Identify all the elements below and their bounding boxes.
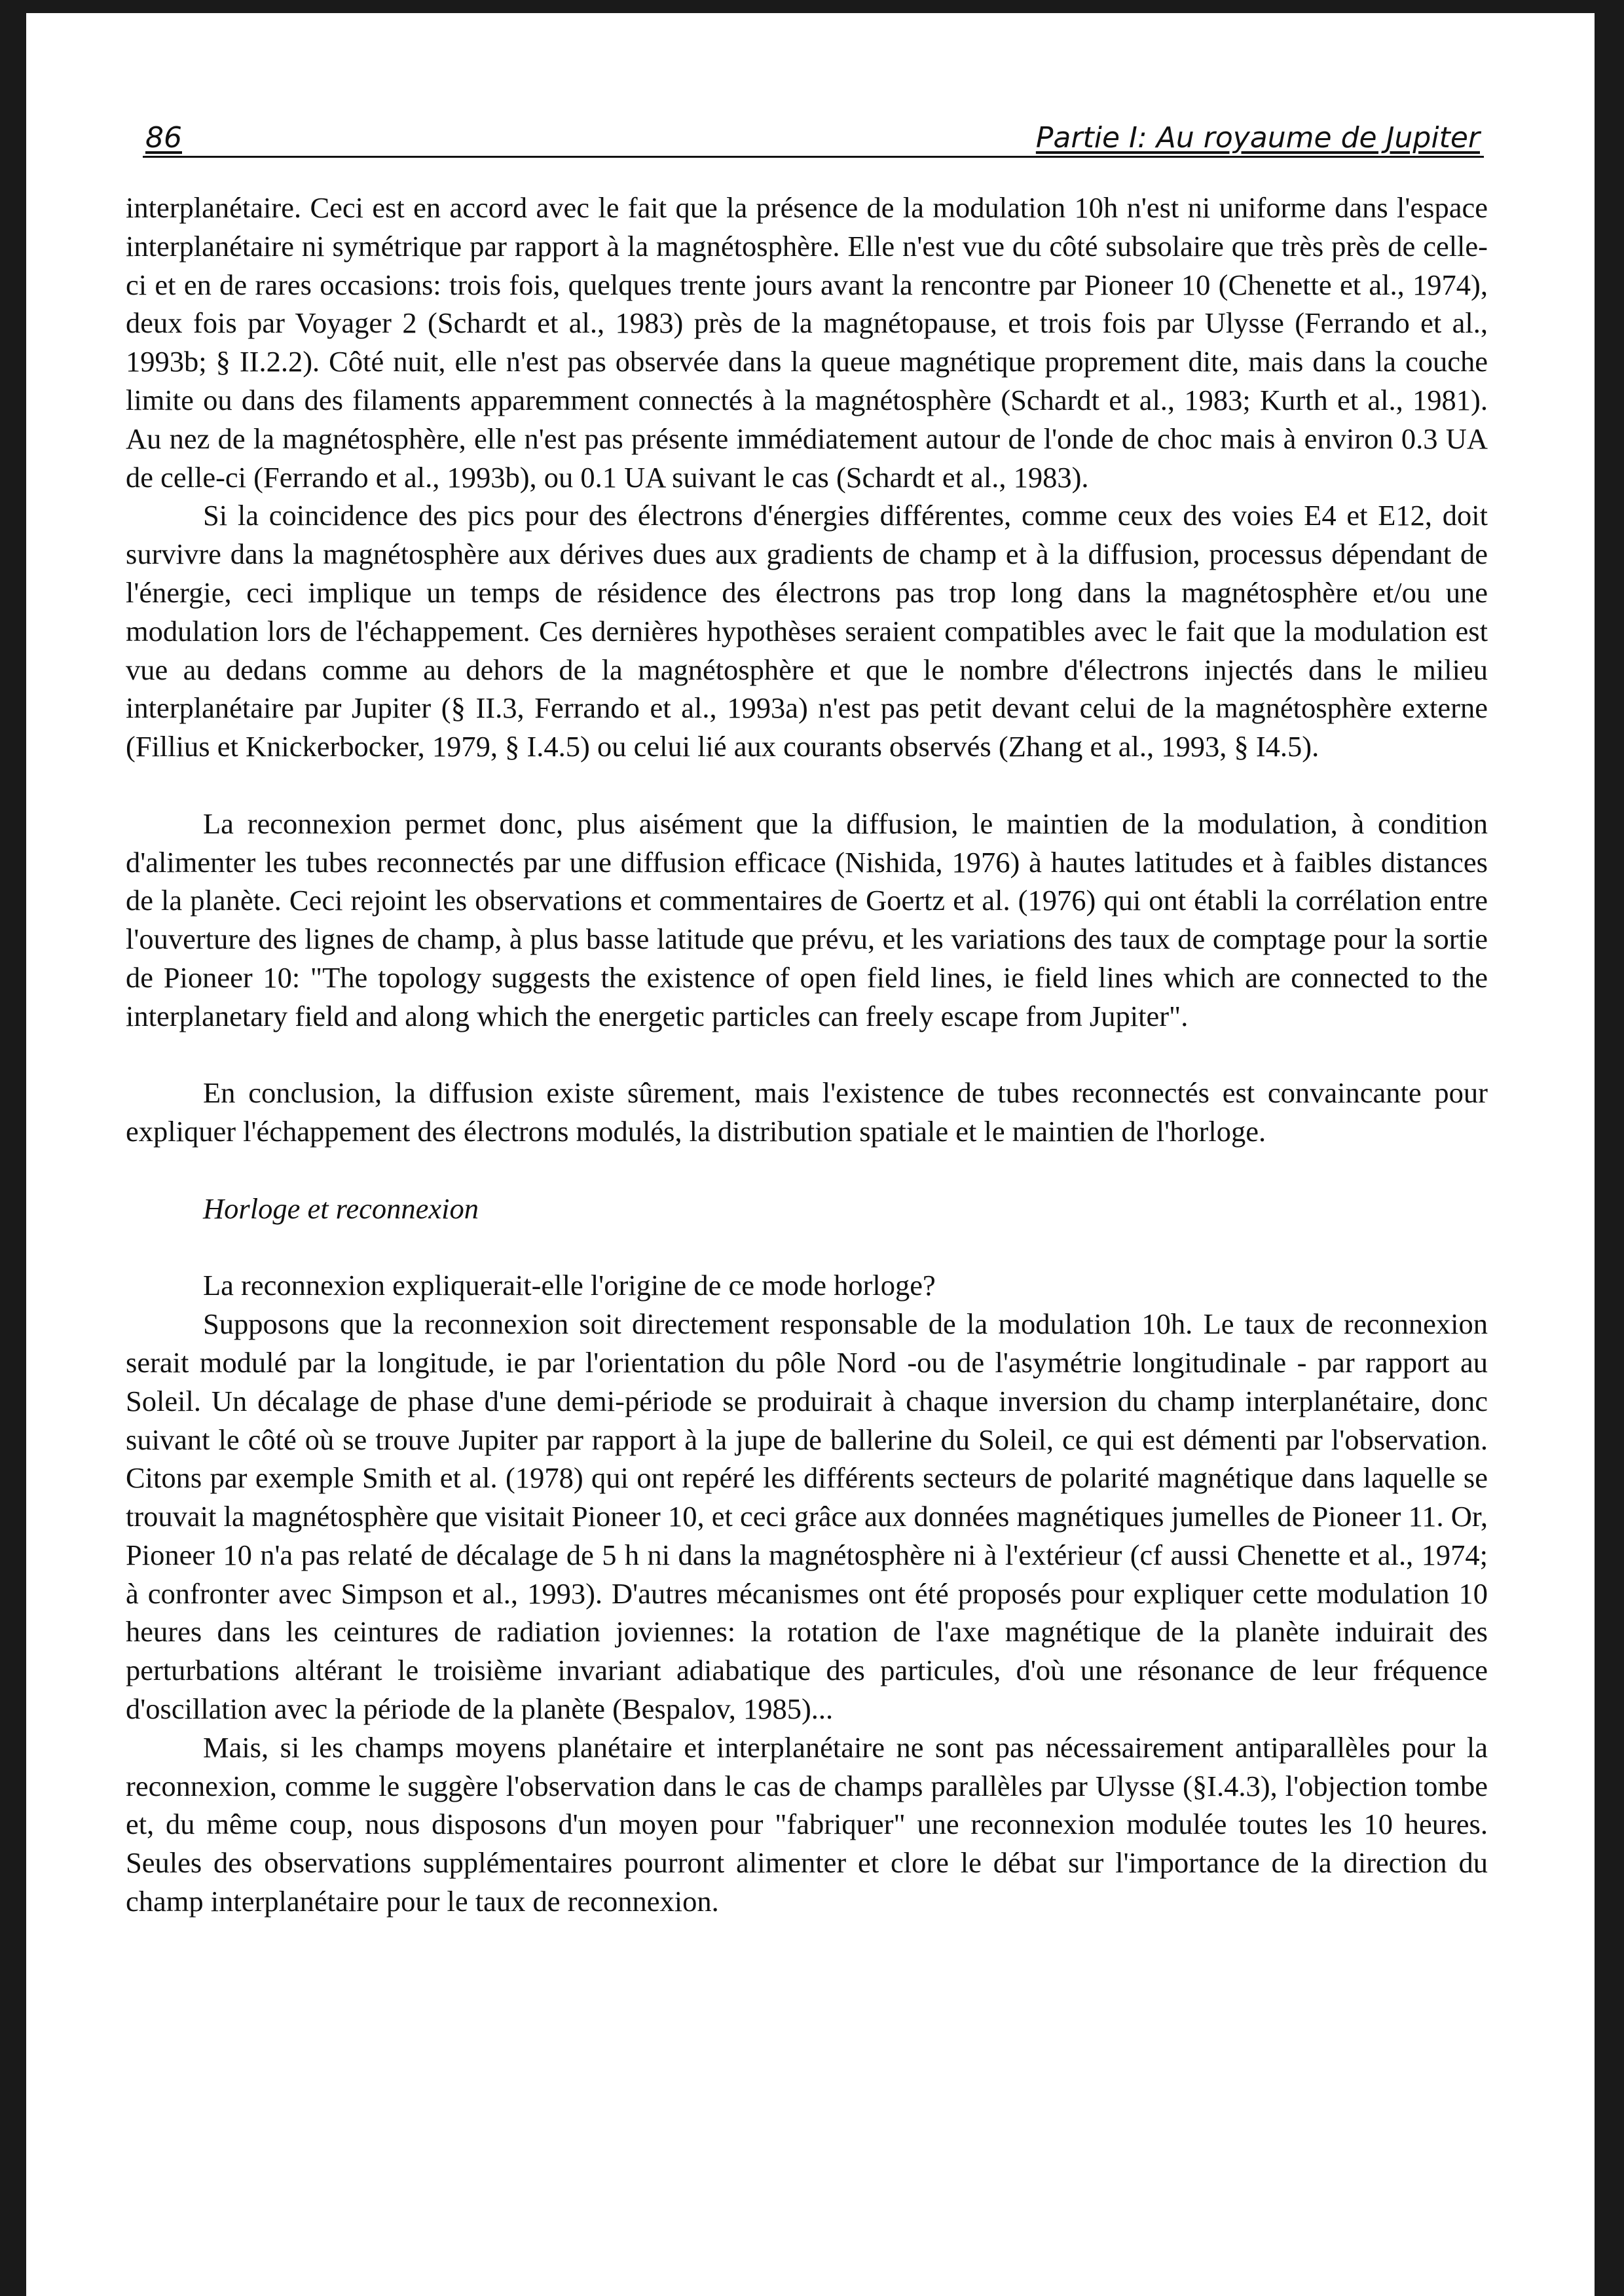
running-header [143, 110, 1484, 158]
section-subheading: Horloge et reconnexion [203, 1192, 479, 1225]
paragraph-coincidence: Si la coincidence des pics pour des électrons d'énergies différentes, comme ceux des voies E4 et E12, doit survivre dans la magnétosphère aux dérives dues aux gradients de champ et à la diffusion, processus dépendant de l'énergie, ceci implique un temps de résidence des électrons pas trop long dans la magnétosphère et/ou une modulation lors de l'échappement. Ces dernières hypothèses seraient compatibles avec le fait que la modulation est vue au dedans comme au dehors de la magnétosphère et que le nombre d'électrons injectés dans le milieu interplanétaire par Jupiter (§ II.3, Ferrando et al., 1993a) n'est pas petit devant celui de la magnétosphère externe (Fillius et Knickerbocker, 1979, § I.4.5) ou celui lié aux courants observés (Zhang et al., 1993, § I4.5). [126, 499, 1488, 763]
page-number: 86 [145, 121, 182, 155]
paragraph-supposons: Supposons que la reconnexion soit directement responsable de la modulation 10h. Le taux de reconnexion serait modulé par la longitude, ie par l'orientation du pôle Nord -ou de l'asymétrie longitudinale - par rapport au Soleil. Un décalage de phase d'une demi-période se produirait à chaque inversion du champ interplanétaire, donc suivant le côté où se trouve Jupiter par rapport à la jupe de ballerine du Soleil, ce qui est démenti par l'observation. Citons par exemple Smith et al. (1978) qui ont repéré les différents secteurs de polarité magnétique dans laquelle se trouvait la magnétosphère que visitait Pioneer 10, et ceci grâce aux données magnétiques jumelles de Pioneer 11. Or, Pioneer 10 n'a pas relaté de décalage de 5 h ni dans la magnétosphère ni à l'extérieur (cf aussi Chenette et al., 1974; à confronter avec Simpson et al., 1993). D'autres mécanismes ont été proposés pour expliquer cette modulation 10 heures dans les ceintures de radiation joviennes: la rotation de l'axe magnétique de la planète induirait des perturbations altérant le troisième invariant adiabatique des particules, d'où une résonance de leur fréquence d'oscillation avec la période de la planète (Bespalov, 1985)... [126, 1307, 1488, 1726]
page [26, 13, 1595, 2296]
paragraph-mais: Mais, si les champs moyens planétaire et interplanétaire ne sont pas nécessairement antiparallèles pour la reconnexion, comme le suggère l'observation dans le cas de champs parallèles par Ulysse (§I.4.3), l'objection tombe et, du même coup, nous disposons d'un moyen pour "fabriquer" une reconnexion modulée toutes les 10 heures. Seules des observations supplémentaires pourront alimenter et clore le débat sur l'importance de la direction du champ interplanétaire pour le taux de reconnexion. [126, 1730, 1488, 1918]
paragraph-continuation: interplanétaire. Ceci est en accord avec le fait que la présence de la modulation 10h n'est ni uniforme dans l'espace interplanétaire ni symétrique par rapport à la magnétosphère. Elle n'est vue du côté subsolaire que très près de celle-ci et en de rares occasions: trois fois, quelques trente jours avant la rencontre par Pioneer 10 (Chenette et al., 1974), deux fois par Voyager 2 (Schardt et al., 1983) près de la magnétopause, et trois fois par Ulysse (Ferrando et al., 1993b; § II.2.2). Côté nuit, elle n'est pas observée dans la queue magnétique proprement dite, mais dans la couche limite ou dans des filaments apparemment connectés à la magnétosphère (Schardt et al., 1983; Kurth et al., 1981). Au nez de la magnétosphère, elle n'est pas présente immédiatement autour de l'onde de choc mais à environ 0.3 UA de celle-ci (Ferrando et al., 1993b), ou 0.1 UA suivant le cas (Schardt et al., 1983). [126, 191, 1488, 494]
paragraph-question: La reconnexion expliquerait-elle l'origine de ce mode horloge? [203, 1269, 936, 1302]
paragraph-reconnexion: La reconnexion permet donc, plus aisément que la diffusion, le maintien de la modulation, à condition d'alimenter les tubes reconnectés par une diffusion efficace (Nishida, 1976) à hautes latitudes et à faibles distances de la planète. Ceci rejoint les observations et commentaires de Goertz et al. (1976) qui ont établi la corrélation entre l'ouverture des lignes de champ, à plus basse latitude que prévu, et les variations des taux de comptage pour la sortie de Pioneer 10: "The topology suggests the existence of open field lines, ie field lines which are connected to the interplanetary field and along which the energetic particles can freely escape from Jupiter". [126, 807, 1488, 1032]
part-title: Partie I: Au royaume de Jupiter [1035, 121, 1480, 155]
paragraph-conclusion: En conclusion, la diffusion existe sûrement, mais l'existence de tubes reconnectés est convaincante pour expliquer l'échappement des électrons modulés, la distribution spatiale et le maintien de l'horloge. [126, 1076, 1488, 1148]
body-text [126, 189, 1488, 1921]
